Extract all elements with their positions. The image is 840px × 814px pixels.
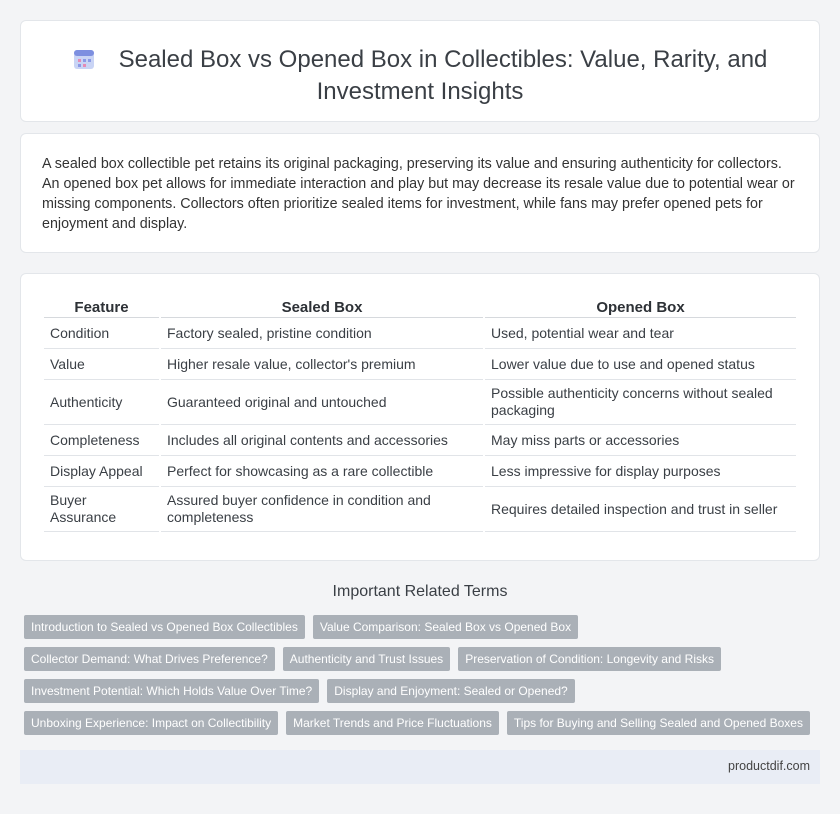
title-card <box>20 20 820 122</box>
feature-cell: Condition <box>44 318 159 349</box>
opened-cell: Requires detailed inspection and trust in seller <box>485 487 796 532</box>
title-line-1: Sealed Box vs Opened Box in Collectibles: Value, Rarity, and <box>118 46 768 73</box>
term-link[interactable]: Display and Enjoyment: Sealed or Opened? <box>327 679 574 703</box>
table-row <box>44 487 796 532</box>
sealed-cell: Higher resale value, collector's premium <box>161 349 483 380</box>
term-link[interactable]: Introduction to Sealed vs Opened Box Collectibles <box>24 615 305 639</box>
sealed-cell: Guaranteed original and untouched <box>161 380 483 425</box>
feature-cell: Buyer Assurance <box>44 487 159 532</box>
table-row <box>44 380 796 425</box>
sealed-cell: Assured buyer confidence in condition and completeness <box>161 487 483 532</box>
footer <box>20 750 820 784</box>
sealed-cell: Factory sealed, pristine condition <box>161 318 483 349</box>
sealed-cell: Includes all original contents and accessories <box>161 425 483 456</box>
feature-cell: Value <box>44 349 159 380</box>
table-row <box>44 349 796 380</box>
term-link[interactable]: Tips for Buying and Selling Sealed and Opened Boxes <box>507 711 810 735</box>
sealed-cell: Perfect for showcasing as a rare collectible <box>161 456 483 487</box>
header-feature: Feature <box>44 297 159 318</box>
term-link[interactable]: Authenticity and Trust Issues <box>283 647 450 671</box>
title-line-2: Investment Insights <box>316 78 524 105</box>
comparison-table <box>42 297 798 532</box>
opened-cell: Used, potential wear and tear <box>485 318 796 349</box>
term-link[interactable]: Preservation of Condition: Longevity and Risks <box>458 647 721 671</box>
comparison-card <box>20 273 820 561</box>
term-link[interactable]: Collector Demand: What Drives Preference? <box>24 647 275 671</box>
table-row <box>44 318 796 349</box>
table-row <box>44 425 796 456</box>
term-row <box>24 615 824 639</box>
term-row <box>24 647 824 671</box>
feature-cell: Display Appeal <box>44 456 159 487</box>
term-row <box>24 711 824 735</box>
intro-card <box>20 133 820 253</box>
term-link[interactable]: Market Trends and Price Fluctuations <box>286 711 499 735</box>
opened-cell: Lower value due to use and opened status <box>485 349 796 380</box>
intro-paragraph: A sealed box collectible pet retains its original packaging, preserving its value and ensuring authenticity for collectors. An opened box pet allows for immediate interaction and play but may decrease its resale value due to potential wear or missing components. Collectors often prioritize sealed items for investment, while fans may prefer opened pets for enjoyment and display. <box>42 156 795 232</box>
related-terms-heading: Important Related Terms <box>332 583 508 600</box>
page-title <box>21 45 819 106</box>
term-link[interactable]: Unboxing Experience: Impact on Collectibility <box>24 711 278 735</box>
related-terms <box>24 615 824 743</box>
footer-site-link[interactable]: productdif.com <box>728 759 810 773</box>
table-row <box>44 456 796 487</box>
feature-cell: Authenticity <box>44 380 159 425</box>
opened-cell: Possible authenticity concerns without sealed packaging <box>485 380 796 425</box>
opened-cell: May miss parts or accessories <box>485 425 796 456</box>
header-opened-box: Opened Box <box>485 297 796 318</box>
term-row <box>24 679 824 703</box>
header-sealed-box: Sealed Box <box>161 297 483 318</box>
opened-cell: Less impressive for display purposes <box>485 456 796 487</box>
feature-cell: Completeness <box>44 425 159 456</box>
calendar-icon <box>73 48 95 77</box>
term-link[interactable]: Value Comparison: Sealed Box vs Opened Box <box>313 615 578 639</box>
term-link[interactable]: Investment Potential: Which Holds Value Over Time? <box>24 679 319 703</box>
